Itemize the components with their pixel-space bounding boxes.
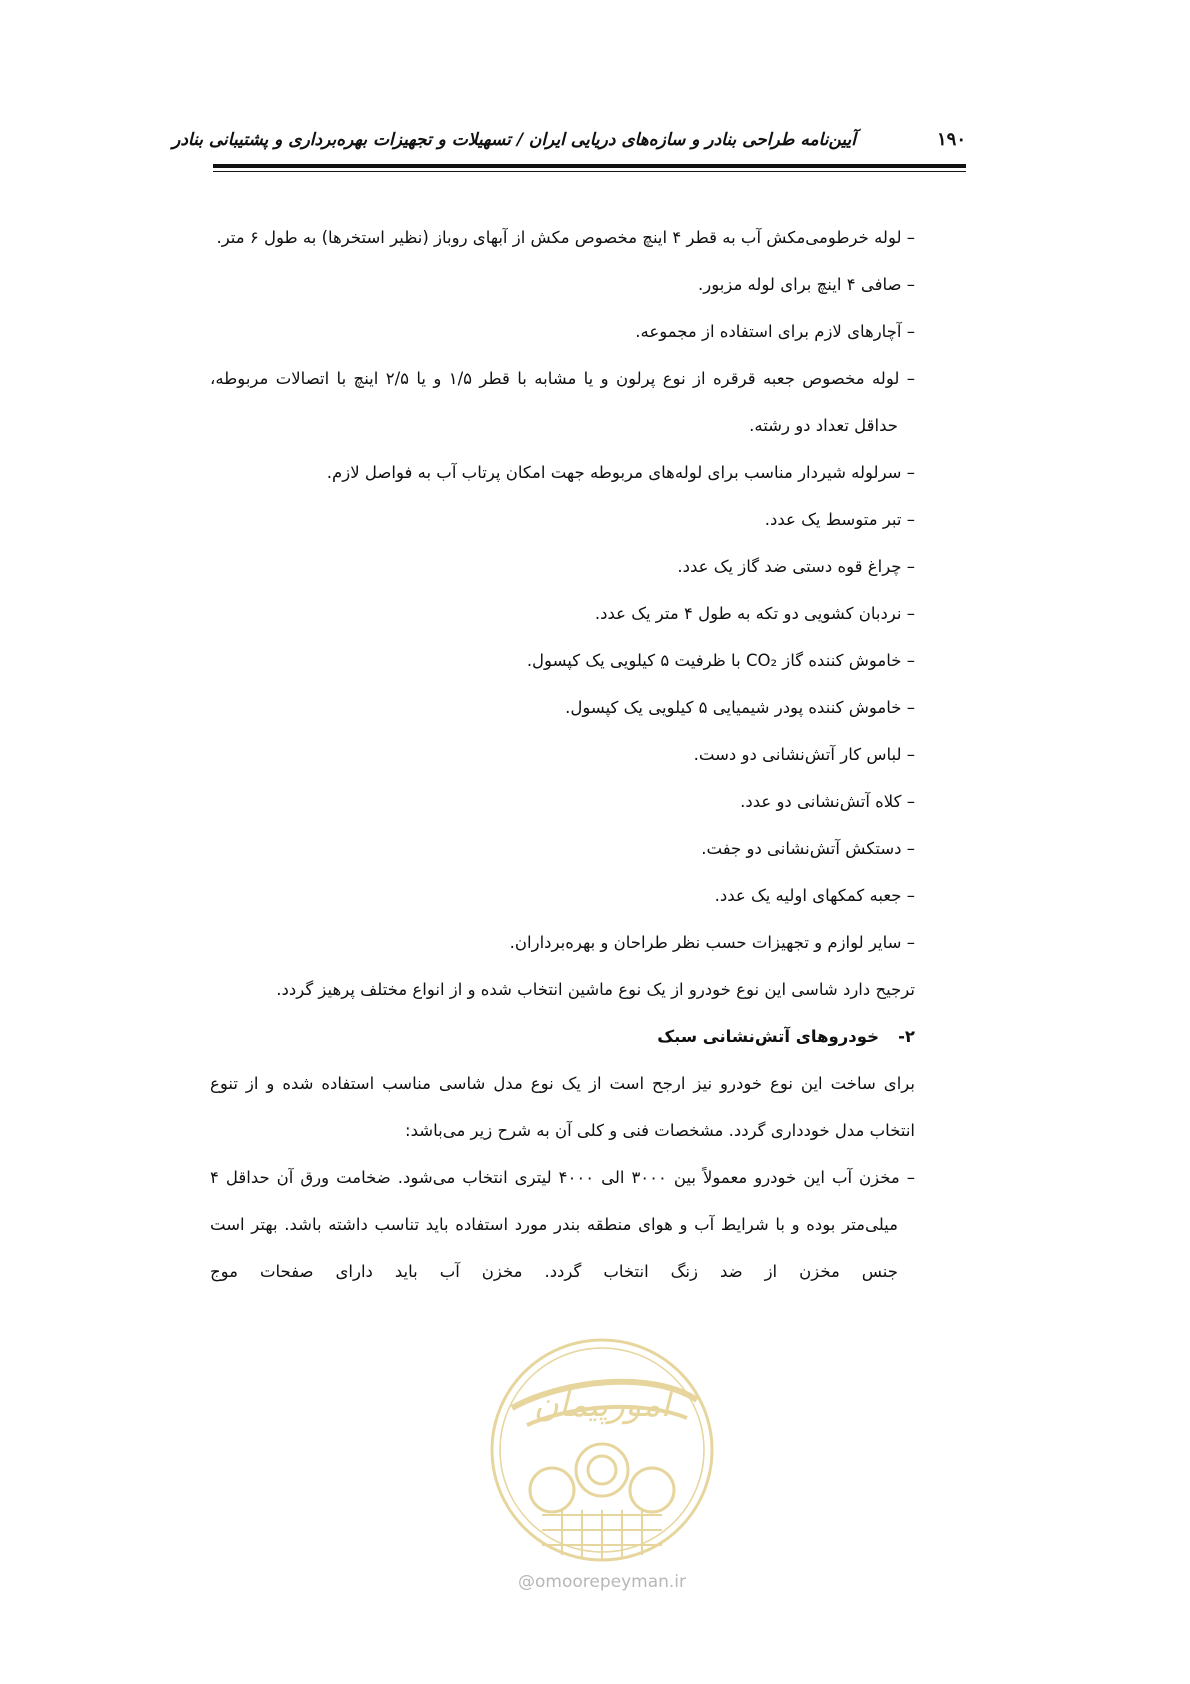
publisher-watermark xyxy=(482,1330,722,1600)
page-body xyxy=(210,214,915,1295)
header-rule-thick xyxy=(213,164,966,168)
list-item-helmet: – کلاه آتش‌نشانی دو عدد. xyxy=(740,792,915,811)
page-number: ۱۹۰ xyxy=(936,129,966,150)
list-item-strainer: – صافی ۴ اینچ برای لوله مزبور. xyxy=(698,275,915,294)
list-item-suction-hose: – لوله خرطومی‌مکش آب به قطر ۴ اینچ مخصوص مکش از آبهای روباز (نظیر استخرها) به طول ۶ متر. xyxy=(216,228,915,247)
running-header xyxy=(172,124,966,164)
list-item-other: – سایر لوازم و تجهیزات حسب نظر طراحان و بهره‌برداران. xyxy=(509,933,915,952)
section-heading xyxy=(210,1013,915,1060)
header-title: آیین‌نامه طراحی بنادر و سازه‌های دریایی ایران / تسهیلات و تجهیزات بهره‌برداری و پشتیبانی بنادر xyxy=(172,130,856,150)
list-item-co2-extinguisher: – خاموش کننده گاز CO₂ با ظرفیت ۵ کیلویی یک کپسول. xyxy=(526,651,915,670)
list-item-work-suit: – لباس کار آتش‌نشانی دو دست. xyxy=(693,745,915,764)
list-item-flashlight: – چراغ قوه دستی ضد گاز یک عدد. xyxy=(677,557,915,576)
list-item-gloves: – دستکش آتش‌نشانی دو جفت. xyxy=(701,839,915,858)
section-title: خودروهای آتش‌نشانی سبک xyxy=(657,1027,879,1046)
list-item-axe: – تبر متوسط یک عدد. xyxy=(764,510,915,529)
section-number: ۲- xyxy=(898,1027,915,1046)
section-intro: برای ساخت این نوع خودرو نیز ارجح است از یک نوع مدل شاسی مناسب استفاده شده و از تنوع انتخاب مدل خودداری گردد. مشخصات فنی و کلی آن به شرح زیر می‌باشد: xyxy=(210,1074,915,1140)
list-item-ladder: – نردبان کشویی دو تکه به طول ۴ متر یک عدد. xyxy=(594,604,915,623)
chassis-note: ترجیح دارد شاسی این نوع خودرو از یک نوع ماشین انتخاب شده و از انواع مختلف پرهیز گردد. xyxy=(276,980,915,999)
list-item-nozzle: – سرلوله شیردار مناسب برای لوله‌های مربوطه جهت امکان پرتاب آب به فواصل لازم. xyxy=(326,463,915,482)
watermark-url: @omoorepeyman.ir xyxy=(517,1572,687,1592)
publisher-logo-icon xyxy=(482,1330,722,1570)
list-item-reel-hose: – لوله مخصوص جعبه قرقره از نوع پرلون و یا مشابه با قطر ۱/۵ و یا ۲/۵ اینچ با اتصالات مربوطه، حداقل تعداد دو رشته. xyxy=(210,369,915,435)
list-item-water-tank: – مخزن آب این خودرو معمولاً بین ۳۰۰۰ الی ۴۰۰۰ لیتری انتخاب می‌شود. ضخامت ورق آن حداقل ۴ میلی‌متر بوده و با شرایط آب و هوای منطقه بندر مورد استفاده باید تناسب داشته باشد. بهتر است جنس مخزن از ضد زنگ انتخاب گردد. مخزن آب باید دارای صفحات موج xyxy=(210,1168,915,1281)
list-item-wrenches: – آچارهای لازم برای استفاده از مجموعه. xyxy=(635,322,915,341)
list-item-first-aid: – جعبه کمکهای اولیه یک عدد. xyxy=(714,886,915,905)
list-item-powder-extinguisher: – خاموش کننده پودر شیمیایی ۵ کیلویی یک کپسول. xyxy=(565,698,915,717)
header-rule-thin xyxy=(213,171,966,172)
watermark-logo-text: امورپیمان xyxy=(533,1385,671,1425)
